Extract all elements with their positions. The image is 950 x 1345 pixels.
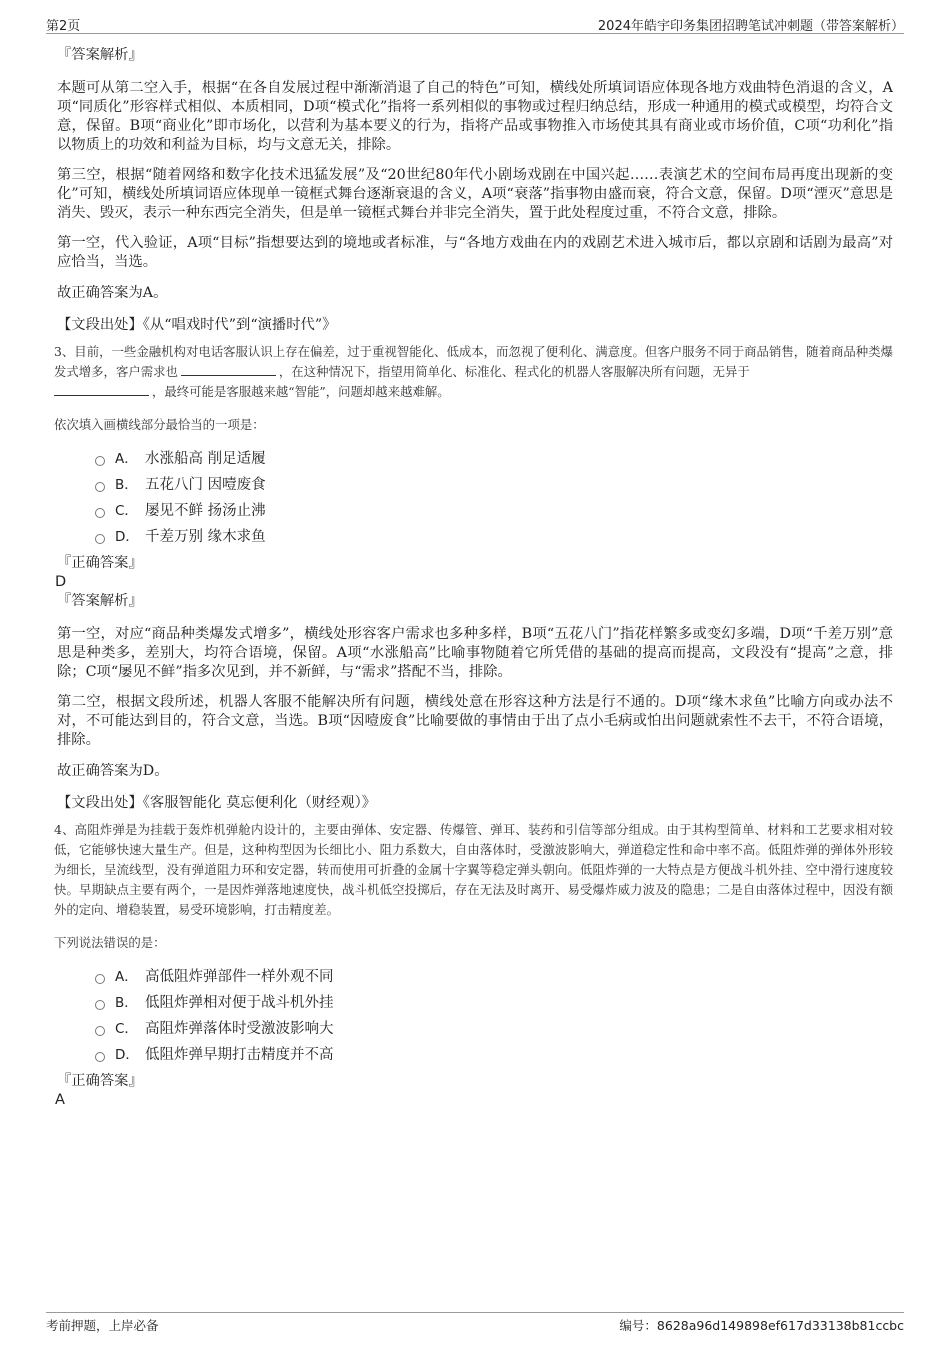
option-d[interactable]: D． 低阻炸弹早期打击精度并不高 (95, 1042, 893, 1068)
question-4-stem: 4、高阻炸弹是为挂载于轰炸机弹舱内设计的，主要由弹体、安定器、传爆管、弹耳、装药和引信等部分组成。由于其构型简单、材料和工艺要求相对较低，它能够快速大量生产。但是，这种构型因为长细比小、阻力系数大，自由落体时，受激波影响大，弹道稳定性和命中率不高。低阻炸弹的弹体外形较为细长，呈流线型，没有弹道阻力环和安定器，转而使用可折叠的金属十字翼等稳定弹头朝向。低阻炸弹的一大特点是方便战斗机外挂、空中滑行速度较快。早期缺点主要有两个，一是因炸弹落地速度快，战斗机低空投掷后，存在无法及时离开、易受爆炸威力波及的隐患；二是自由落体过程中，因没有额外的定向、增稳装置，易受环境影响，打击精度差。 (54, 822, 893, 917)
option-d[interactable]: D． 千差万别 缘木求鱼 (95, 524, 893, 550)
option-b[interactable]: B． 五花八门 因噎废食 (95, 472, 893, 498)
source-citation: 【文段出处】《客服智能化 莫忘便利化（财经观）》 (57, 795, 377, 811)
question-4-options (95, 964, 893, 1068)
option-a[interactable]: A． 水涨船高 削足适履 (95, 446, 893, 472)
conclusion: 故正确答案为D。 (57, 763, 169, 779)
option-a[interactable]: A． 高低阻炸弹部件一样外观不同 (95, 964, 893, 990)
analysis-heading: 『答案解析』 (57, 47, 143, 63)
conclusion: 故正确答案为A。 (57, 285, 168, 301)
document-title: 2024年皓宇印务集团招聘笔试冲刺题（带答案解析） (597, 19, 904, 34)
radio-icon[interactable] (95, 1052, 105, 1062)
analysis-paragraph: 第二空，根据文段所述，机器人客服不能解决所有问题，横线处意在形容这种方法是行不通的。D项“缘木求鱼”比喻方向或办法不对，不可能达到目的，符合文意，当选。B项“因噎废食”比喻要做的事情由于出了点小毛病或怕出问题就索性不去干，不符合语境，排除。 (57, 694, 893, 748)
footer-slogan: 考前押题，上岸必备 (46, 1318, 159, 1333)
question-3-stem: 3、目前，一些金融机构对电话客服认识上存在偏差，过于重视智能化、低成本，而忽视了便利化、满意度。但客户服务不同于商品销售，随着商品种类爆发式增多，客户需求也 ，在这种情况下，指望用简单化、标准化、程式化的机器人客服解决所有问题，无异于 ，最终可能是客服越来越“智能”，问题却越来越难解。 (54, 344, 893, 399)
answer-blank (181, 362, 276, 376)
radio-icon[interactable] (95, 508, 105, 518)
correct-answer: D (55, 574, 67, 590)
answer-blank (54, 382, 149, 396)
analysis-heading: 『答案解析』 (57, 593, 143, 609)
radio-icon[interactable] (95, 974, 105, 984)
page-number: 第2页 (46, 19, 81, 34)
analysis-paragraph: 本题可从第二空入手，根据“在各自发展过程中渐渐消退了自己的特色”可知，横线处所填词语应体现各地方戏曲特色消退的含义，A项“同质化”形容样式相似、本质相同，D项“模式化”指将一系列相似的事物或过程归纳总结，形成一种通用的模式或模型，均符合文意，保留。B项“商业化”即市场化，以营利为基本要义的行为，指将产品或事物推入市场使其具有商业或市场价值，C项“功利化”指以物质上的功效和利益为目标，均与文意无关，排除。 (57, 80, 893, 153)
radio-icon[interactable] (95, 1000, 105, 1010)
radio-icon[interactable] (95, 482, 105, 492)
analysis-paragraph: 第三空，根据“随着网络和数字化技术迅猛发展”及“20世纪80年代小剧场戏剧在中国兴起……表演艺术的空间布局再度出现新的变化”可知，横线处所填词语应体现单一镜框式舞台逐渐衰退的含义，A项“衰落”指事物由盛而衰，符合文意，保留。D项“湮灭”意思是消失、毁灭，表示一种东西完全消失，但是单一镜框式舞台并非完全消失，置于此处程度过重，不符合文意，排除。 (57, 167, 893, 221)
question-3-options (95, 446, 893, 550)
source-citation: 【文段出处】《从“唱戏时代”到“演播时代”》 (57, 317, 337, 333)
correct-answer-heading: 『正确答案』 (57, 1073, 143, 1089)
document-code: 编号：8628a96d149898ef617d33138b81ccbc (619, 1318, 904, 1333)
question-3-prompt: 依次填入画横线部分最恰当的一项是： (54, 417, 265, 432)
page-footer (46, 1312, 904, 1333)
correct-answer: A (55, 1092, 65, 1108)
radio-icon[interactable] (95, 534, 105, 544)
option-c[interactable]: C． 屡见不鲜 扬汤止沸 (95, 498, 893, 524)
analysis-paragraph: 第一空，对应“商品种类爆发式增多”，横线处形容客户需求也多种多样，B项“五花八门”指花样繁多或变幻多端，D项“千差万别”意思是种类多，差别大，均符合语境，保留。A项“水涨船高”比喻事物随着它所凭借的基础的提高而提高，文段没有“提高”之意，排除；C项“屡见不鲜”指多次见到，并不新鲜，与“需求”搭配不当，排除。 (57, 626, 893, 680)
option-c[interactable]: C． 高阻炸弹落体时受激波影响大 (95, 1016, 893, 1042)
correct-answer-heading: 『正确答案』 (57, 555, 143, 571)
page-header (46, 13, 904, 34)
radio-icon[interactable] (95, 1026, 105, 1036)
radio-icon[interactable] (95, 456, 105, 466)
option-b[interactable]: B． 低阻炸弹相对便于战斗机外挂 (95, 990, 893, 1016)
page-content (54, 46, 893, 1110)
analysis-paragraph: 第一空，代入验证，A项“目标”指想要达到的境地或者标准，与“各地方戏曲在内的戏剧艺术进入城市后，都以京剧和话剧为最高”对应恰当，当选。 (57, 235, 893, 270)
question-4-prompt: 下列说法错误的是： (54, 935, 166, 950)
